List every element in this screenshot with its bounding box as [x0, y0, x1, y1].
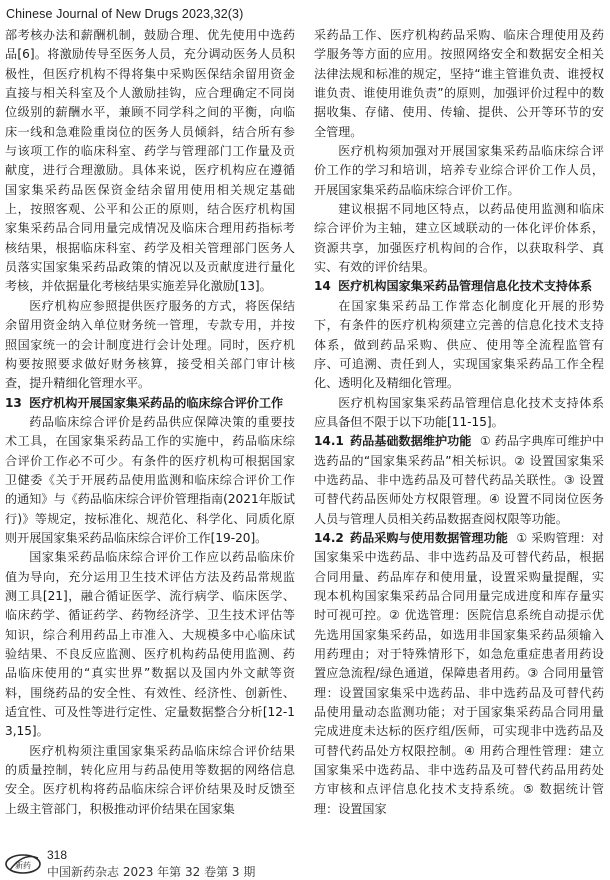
section-14-2-number: 14.2	[314, 530, 344, 545]
journal-logo-icon	[4, 850, 42, 876]
issue-line: 中国新药杂志 2023 年第 32 卷第 3 期	[47, 865, 256, 879]
left-paragraph-5: 医疗机构须注重国家集采药品临床综合评价结果的质量控制，转化应用与药品使用等数据的网络信息安全。医疗机构将药品临床综合评价结果及时反馈至上级主管部门，积极推动评价结果在国家集	[5, 743, 295, 816]
left-column	[5, 26, 295, 819]
section-13-number: 13	[5, 395, 22, 410]
right-column	[314, 26, 604, 819]
section-14-title: 医疗机构国家集采药品管理信息化技术支持体系	[338, 279, 593, 294]
page-number: 318	[47, 848, 68, 862]
right-paragraph-5: 医疗机构国家集采药品管理信息化技术支持体系应具备但不限于以下功能[11-15]。	[314, 395, 604, 429]
journal-header: Chinese Journal of New Drugs 2023,32(3)	[6, 7, 244, 21]
section-14-2-title: 药品采购与使用数据管理功能	[349, 530, 508, 545]
section-14-1	[314, 432, 604, 529]
page-footer	[0, 848, 610, 878]
section-13-title: 医疗机构开展国家集采药品的临床综合评价工作	[29, 395, 284, 410]
left-paragraph-2: 医疗机构应参照提供医疗服务的方式，将医保结余留用资金纳入单位财务统一管理，专款专用，并按照国家统一的会计制度进行会计处理。同时，医疗机构要按照要求做好财务核算，接受相关部门审计核查，提升精细化管理水平。	[5, 298, 295, 391]
left-paragraph-4: 国家集采药品临床综合评价工作应以药品临床价值为导向，充分运用卫生技术评估方法及药品常规监测工具[21]，融合循证医学、流行病学、临床医学、临床药学、循证药学、药物经济学、卫生技术评估等知识，综合利用药品上市准入、大规模多中心临床试验结果、不良反应监测、医疗机构药品使用监测、药品临床使用的“真实世界”数据以及国内外文献等资料，围绕药品的安全性、有效性、经济性、创新性、适宜性、可及性等进行定性、定量数据整合分析[12-13,15]。	[5, 550, 295, 739]
section-14-1-title: 药品基础数据维护功能	[349, 434, 472, 449]
right-paragraph-4: 在国家集采药品工作常态化制度化开展的形势下，有条件的医疗机构须建立完善的信息化技术支持体系，做到药品采购、供应、使用等全流程监管有序、可追溯、责任到人，实现国家集采药品工作全程化、透明化及精细化管理。	[314, 298, 604, 391]
section-14-1-body: ① 药品字典库可维护中选药品的“国家集采药品”相关标识。② 设置国家集采中选药品、非中选药品及可替代药品关联性。③ 设置可替代药品医师处方权限管理。④ 设置不同岗位医务人员与管理人员相关药品数据查阅权限等功能。	[314, 434, 604, 526]
section-14-1-number: 14.1	[314, 434, 344, 449]
section-14-heading	[314, 277, 604, 296]
section-13-heading	[5, 394, 295, 413]
section-14-2-body: ① 采购管理：对国家集采中选药品、非中选药品及可替代药品，根据合同用量、药品库存和使用量，设置采购量提醒，实现本机构国家集采药品合同用量完成进度和库存量实时可视可控。② 优选管理：医院信息系统自动提示优先选用国家集采药品，如选用非国家集采药品须输入用药理由；对于特殊情形下，如急危重症患者用药设置应急流程/绿色通道，保障患者用药。③ 合同用量管理：设置国家集采中选药品、非中选药品及可替代药品使用量动态监测功能；对于国家集采药品合同用量完成进度未达标的医疗组/医师，可实现非中选药品及可替代药品处方权限控制。④ 用药合理性管理：建立国家集采中选药品、非中选药品及可替代药品用药处方审核和点评信息化技术支持系统。⑤ 数据统计管理：设置国家	[314, 530, 604, 816]
right-paragraph-1: 采药品工作、医疗机构药品采购、临床合理使用及药学服务等方面的应用。按照网络安全和数据安全相关法律法规和标准的规定，坚持“谁主管谁负责、谁授权谁负责、谁使用谁负责”的原则，加强评价过程中的数据收集、存储、使用、传输、提供、公开等环节的安全管理。	[314, 28, 604, 139]
left-paragraph-1: 部考核办法和薪酬机制，鼓励合理、优先使用中选药品[6]。将激励传导至医务人员，充分调动医务人员积极性，但医疗机构不得将集中采购医保结余留用资金直接与相关科室及个人激励挂钩，应合理确定不同岗位级别的薪酬水平，兼顾不同学科之间的平衡，向临床一线和急难险重岗位的医务人员倾斜，结合所有参与该项工作的临床科室、药学与管理部门工作量及贡献度，进行合理激励。具体来说，医疗机构应在遵循国家集采药品医保资金结余留用使用相关规定基础上，按照客观、公平和公正的原则，结合医疗机构国家集采药品合同用量完成情况及临床合理用药指标考核结果，根据临床科室、药学及相关管理部门医务人员落实国家集采药品政策的情况以及贡献度进行量化考核，并依据量化考核结果实施差异化激励[13]。	[5, 28, 295, 294]
section-14-2	[314, 529, 604, 819]
right-paragraph-2: 医疗机构须加强对开展国家集采药品临床综合评价工作的学习和培训，培养专业综合评价工作人员，开展国家集采药品临床综合评价工作。	[314, 144, 604, 197]
section-14-number: 14	[314, 279, 331, 294]
right-paragraph-3: 建议根据不同地区特点，以药品使用监测和临床综合评价为主轴，建立区域联动的一体化评价体系，资源共享，加强医疗机构间的合作，以获取科学、真实、有效的评价结果。	[314, 202, 604, 275]
left-paragraph-3: 药品临床综合评价是药品供应保障决策的重要技术工具，在国家集采药品工作的实施中，药品临床综合评价工作必不可少。有条件的医疗机构可根据国家卫健委《关于开展药品使用监测和临床综合评价工作的通知》与《药品临床综合评价管理指南(2021年版试行)》等规定，按标准化、规范化、科学化、同质化原则开展国家集采药品临床综合评价工作[19-20]。	[5, 414, 295, 545]
logo-text: 新药	[15, 861, 31, 870]
